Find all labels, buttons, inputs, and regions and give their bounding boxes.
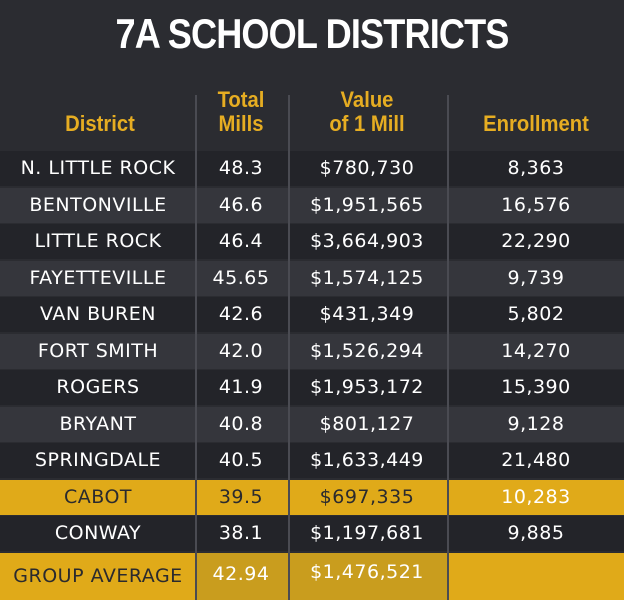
mills-cell: 45.65 — [212, 266, 270, 289]
group-average-mills: 42.94 — [212, 563, 270, 585]
district-cell: N. LITTLE ROCK — [20, 157, 176, 179]
table-row — [0, 151, 624, 186]
enrollment-cell: 22,290 — [501, 230, 571, 252]
table-row — [0, 516, 624, 551]
value-cell: $1,197,681 — [310, 522, 424, 544]
page-title: 7A SCHOOL DISTRICTS — [115, 10, 509, 57]
enrollment-cell: 16,576 — [501, 193, 571, 216]
header-enrollment — [464, 112, 608, 136]
value-cell: $3,664,903 — [310, 230, 424, 252]
value-cell: $1,633,449 — [310, 449, 424, 471]
column-divider-3 — [447, 95, 449, 600]
header-enrollment-line-1: Enrollment — [483, 111, 589, 136]
group-average-value: $1,476,521 — [310, 561, 424, 583]
enrollment-cell: 8,363 — [507, 157, 565, 179]
group-average-enrollment — [448, 559, 624, 594]
header-district-line-1: District — [65, 111, 135, 136]
district-cell: BENTONVILLE — [29, 193, 167, 216]
header-value-line-1: Value — [340, 87, 394, 112]
mills-cell: 38.1 — [218, 522, 264, 544]
enrollment-cell: 15,390 — [501, 376, 571, 398]
enrollment-cell: 9,885 — [507, 522, 565, 544]
district-cell: CONWAY — [54, 522, 142, 544]
table-row — [0, 480, 624, 515]
table-row — [0, 188, 624, 223]
mills-cell: 48.3 — [218, 157, 264, 179]
value-cell: $780,730 — [319, 157, 415, 179]
table-row — [0, 334, 624, 369]
enrollment-cell: 9,128 — [507, 412, 565, 435]
header-value-line-2: of 1 Mill — [329, 111, 405, 136]
group-average-label: GROUP AVERAGE — [13, 565, 183, 587]
value-cell: $801,127 — [319, 412, 415, 435]
mills-cell: 39.5 — [218, 485, 264, 508]
enrollment-cell: 5,802 — [507, 303, 565, 325]
district-cell: FAYETTEVILLE — [29, 266, 167, 289]
mills-cell: 41.9 — [218, 376, 264, 398]
value-cell: $1,951,565 — [310, 193, 424, 216]
mills-cell: 40.8 — [218, 412, 264, 435]
column-divider-1 — [195, 95, 197, 600]
value-cell: $1,574,125 — [310, 266, 424, 289]
column-divider-2 — [288, 95, 290, 600]
value-cell: $697,335 — [319, 485, 415, 508]
header-value-of-1-mill — [302, 88, 433, 136]
district-cell: VAN BUREN — [40, 303, 156, 325]
table-row — [0, 443, 624, 478]
district-cell: BRYANT — [59, 412, 137, 435]
header-mills-line-2: Mills — [218, 111, 264, 136]
district-cell: ROGERS — [56, 376, 140, 398]
enrollment-cell: 9,739 — [507, 266, 565, 289]
district-cell: LITTLE ROCK — [34, 230, 162, 252]
table-row — [0, 261, 624, 296]
enrollment-cell: 21,480 — [501, 449, 571, 471]
mills-cell: 46.4 — [218, 230, 264, 252]
group-average-row — [0, 553, 624, 600]
mills-cell: 42.0 — [218, 339, 264, 362]
district-cell: SPRINGDALE — [34, 449, 162, 471]
district-cell: FORT SMITH — [37, 339, 159, 362]
table-row — [0, 224, 624, 259]
district-cell: CABOT — [63, 485, 133, 508]
value-cell: $1,953,172 — [310, 376, 424, 398]
value-cell: $431,349 — [319, 303, 415, 325]
enrollment-cell: 14,270 — [501, 339, 571, 362]
value-cell: $1,526,294 — [310, 339, 424, 362]
header-district — [45, 112, 155, 136]
header-mills-line-1: Total — [217, 87, 265, 112]
mills-cell: 42.6 — [218, 303, 264, 325]
table-row — [0, 407, 624, 442]
enrollment-cell: 10,283 — [501, 485, 571, 508]
mills-cell: 46.6 — [218, 193, 264, 216]
table-row — [0, 370, 624, 405]
mills-cell: 40.5 — [218, 449, 264, 471]
header-total-mills — [200, 88, 283, 136]
table-row — [0, 297, 624, 332]
